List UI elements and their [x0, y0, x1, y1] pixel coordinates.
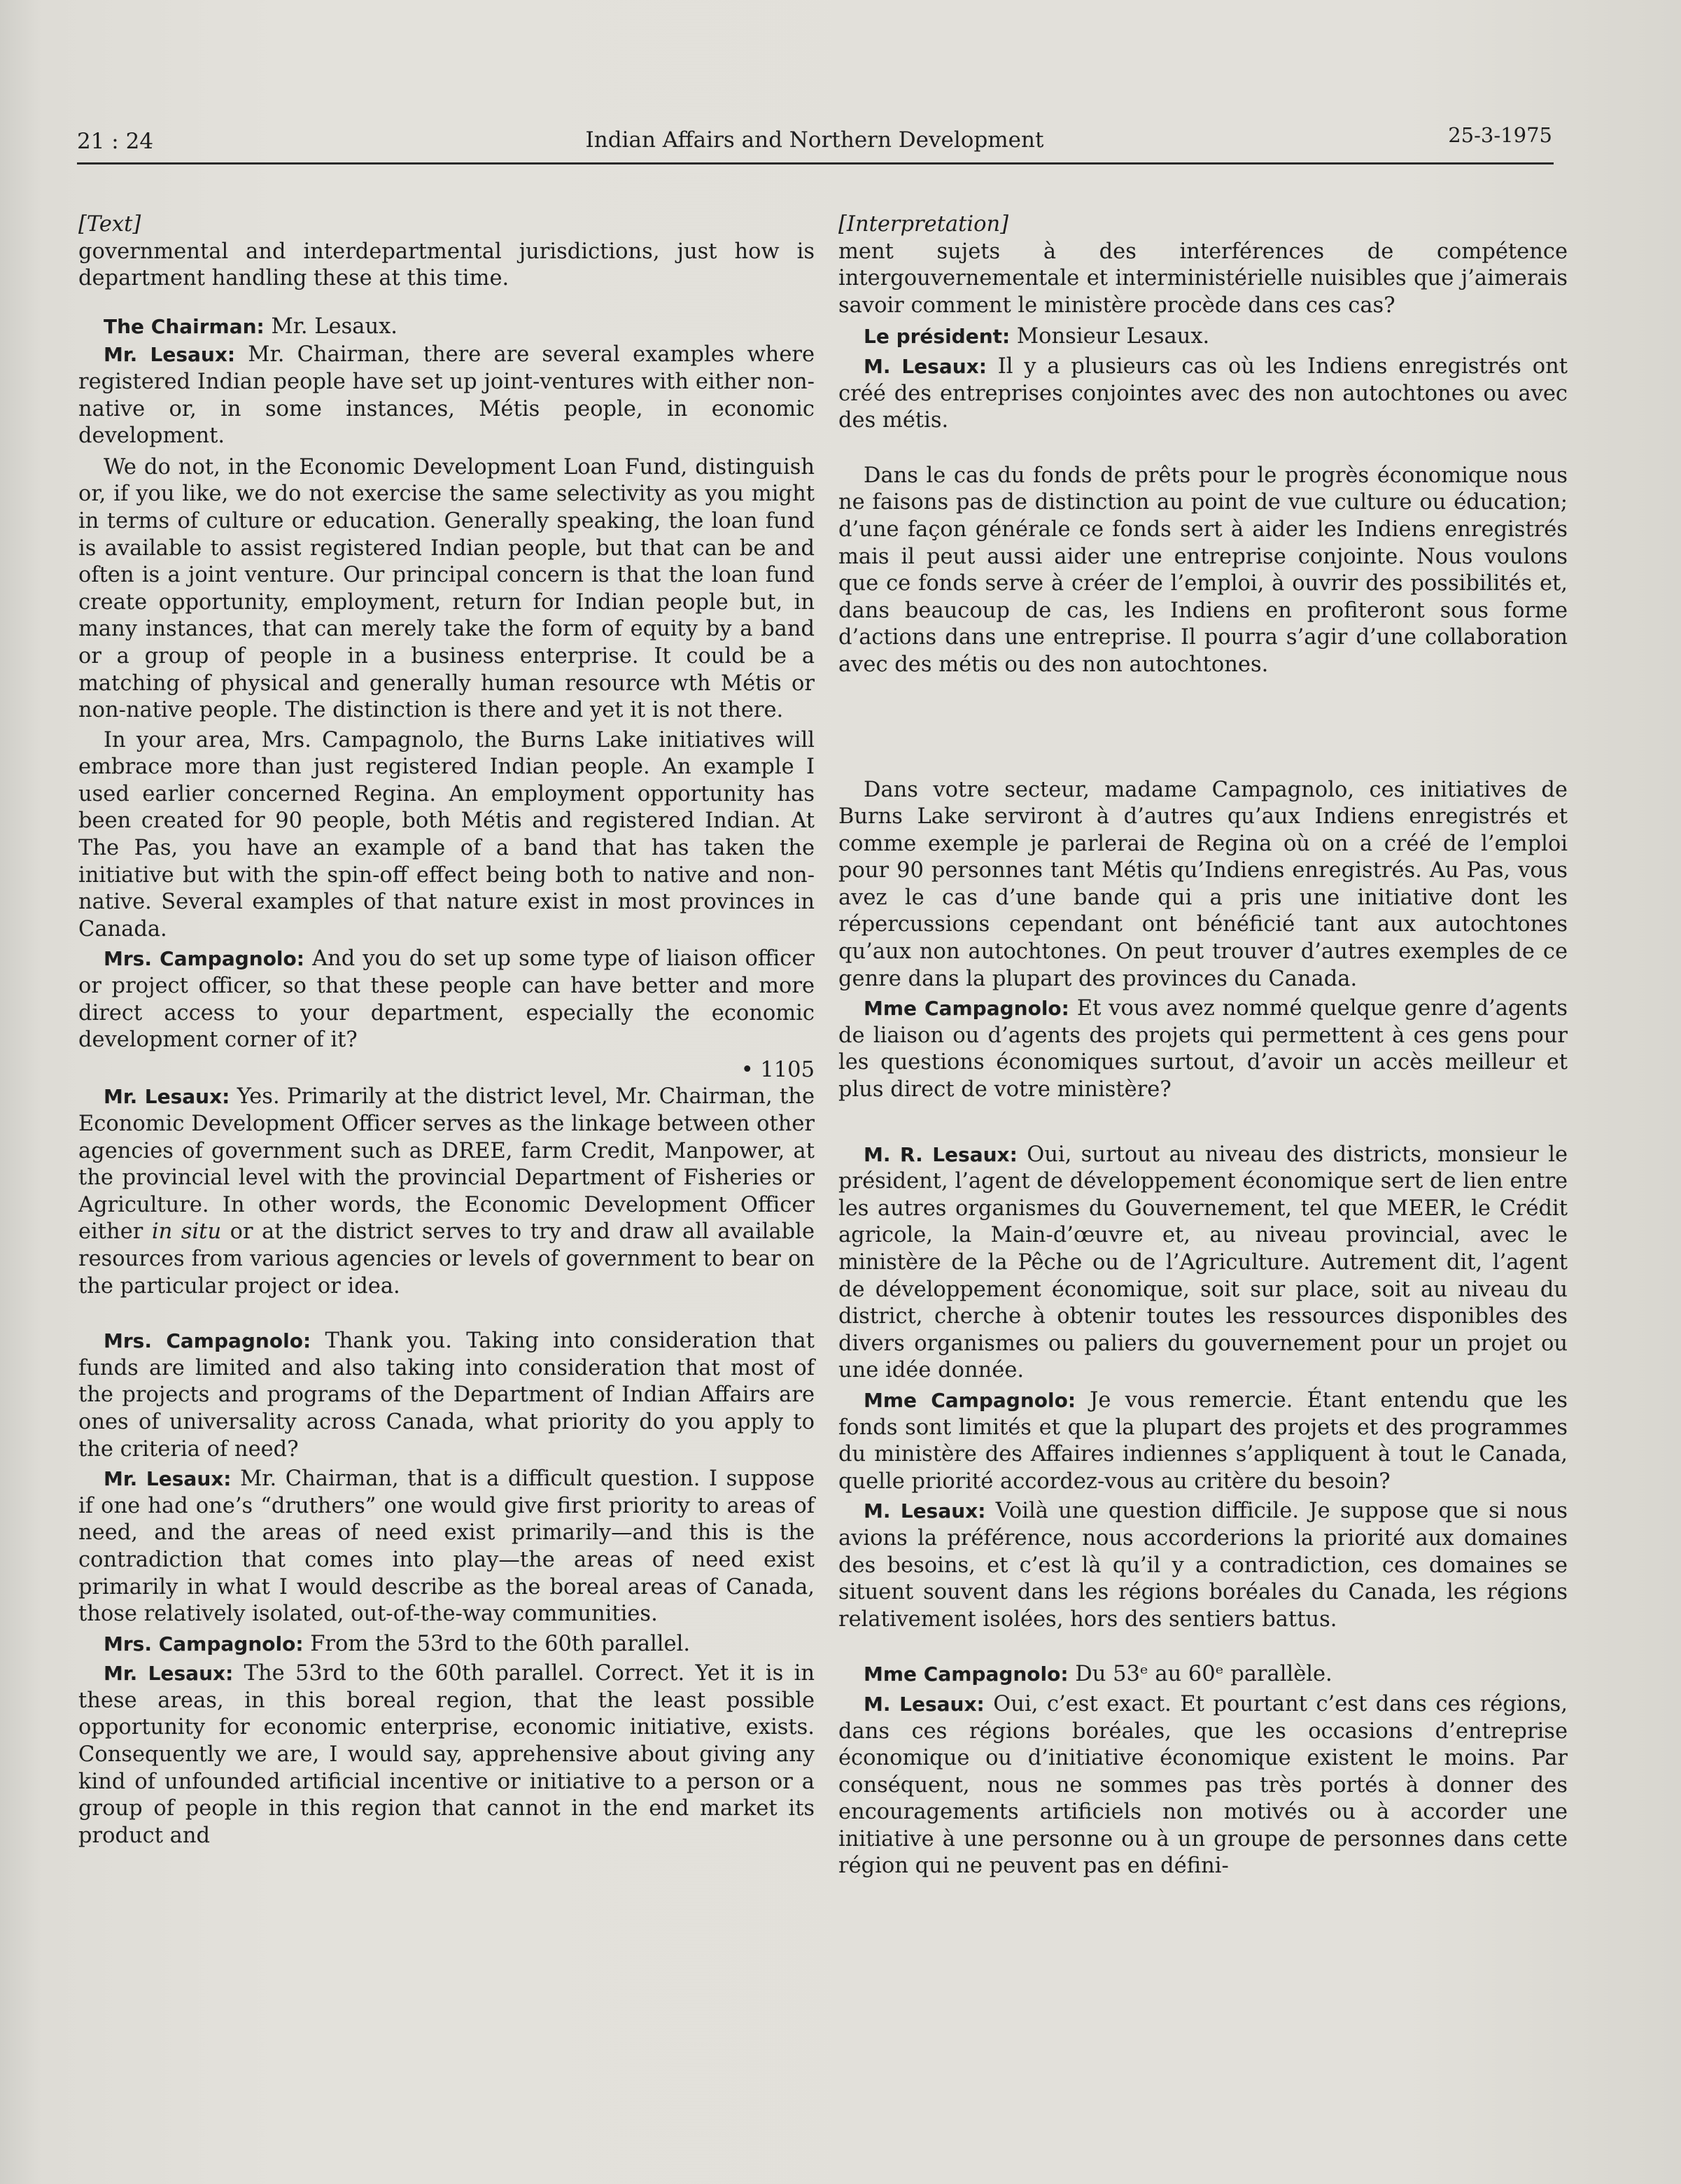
speech-text: Il y a plusieurs cas où les Indiens enregistrés ont créé des entreprises conjointes avec des non autochtones ou avec des métis.: [838, 354, 1568, 433]
header-date: 25-3-1975: [1448, 123, 1552, 147]
paragraph: [838, 323, 1568, 351]
english-column: [78, 211, 815, 1849]
paragraph: [78, 946, 815, 1054]
speaker-name: M. Lesaux:: [864, 354, 987, 378]
speaker-name: Mme Campagnolo:: [864, 1662, 1069, 1686]
page-number: 21 : 24: [77, 129, 154, 154]
speech-text: Monsieur Lesaux.: [1010, 324, 1210, 349]
column-label: [Text]: [78, 212, 141, 237]
paragraph: [78, 1631, 815, 1658]
paragraph: In your area, Mrs. Campagnolo, the Burns Lake initiatives will embrace more than just registered Indian people. An example I used earlier concerned Regina. An employment opportunity has been created for 90 people, both Métis and registered Indian. At The Pas, you have an example of a band that has taken the initiative but with the spin-off effect being both to native and non-native. Several examples of that nature exist in most provinces in Canada.: [78, 727, 815, 941]
speaker-name: Mrs. Campagnolo:: [104, 947, 304, 971]
italic-term: in situ: [151, 1219, 222, 1245]
page-header: [77, 123, 1552, 160]
speaker-name: Mr. Lesaux:: [104, 1085, 230, 1109]
paragraph: [78, 1660, 815, 1849]
speaker-name: M. Lesaux:: [864, 1499, 986, 1523]
paragraph: [78, 1084, 815, 1300]
speaker-name: M. Lesaux:: [864, 1692, 985, 1716]
speaker-name: M. R. Lesaux:: [864, 1142, 1018, 1166]
paragraph: Dans votre secteur, madame Campagnolo, ces initiatives de Burns Lake serviront à d’autres qu’aux Indiens enregistrés et comme exemple je parlerai de Regina où on a créé de l’emploi pour 90 personnes tant Métis qu’Indiens enregistrés. Au Pas, vous avez le cas d’une bande qui a pris une initiative dont les répercussions cependant ont bénéficié tant aux autochtones qu’aux non autochtones. On peut trouver d’autres exemples de ce genre dans la plupart des provinces du Canada.: [838, 777, 1568, 991]
speech-text: Mr. Lesaux.: [264, 314, 398, 339]
speech-text: Mr. Chairman, there are several examples where registered Indian people have set up joint-ventures with either non-native or, in some instances, Métis people, in economic development.: [78, 342, 815, 449]
paragraph: [838, 1387, 1568, 1495]
paragraph: [838, 1691, 1568, 1880]
speech-text: The 53rd to the 60th parallel. Correct. Yet it is in these areas, in this boreal region, that the least possible opportunity for economic enterprise, economic initiative, exists. Consequently we are, I would say, apprehensive about giving any kind of unfounded artificial incentive or initiative to a person or a group of people in this region that cannot in the end market its product and: [78, 1661, 815, 1848]
speaker-name: Mr. Lesaux:: [104, 1467, 232, 1491]
paragraph: [78, 1328, 815, 1463]
paragraph: governmental and interdepartmental jurisdictions, just how is department handling these at this time.: [78, 239, 815, 291]
publication-title: Indian Affairs and Northern Development: [585, 127, 1044, 153]
paragraph: [838, 1142, 1568, 1385]
paragraph: [838, 354, 1568, 435]
time-marker: • 1105: [740, 1057, 815, 1082]
speaker-name: The Chairman:: [104, 314, 265, 338]
paragraph: [78, 314, 815, 341]
french-column: [838, 211, 1568, 1880]
speech-text: Je vous remercie. Étant entendu que les fonds sont limités et que la plupart des projets et des programmes du ministère des Affaires indiennes s’appliquent à tout le Canada, quelle priorité accordez-vous au critère du besoin?: [838, 1387, 1568, 1494]
paragraph: [78, 342, 815, 449]
speaker-name: Mrs. Campagnolo:: [104, 1632, 304, 1656]
speech-text: Du 53ᵉ au 60ᵉ parallèle.: [1068, 1662, 1332, 1687]
speaker-name: Mr. Lesaux:: [104, 1662, 234, 1686]
speech-text: Et vous avez nommé quelque genre d’agents de liaison ou d’agents des projets qui permettent à ces gens pour les questions économiques surtout, d’avoir un accès meilleur et plus direct de votre ministère?: [838, 996, 1568, 1102]
paragraph: [838, 1661, 1568, 1688]
speech-text: From the 53rd to the 60th parallel.: [303, 1631, 691, 1656]
speech-text: or at the district serves to try and draw all available resources from various agencies or levels of government to bear on the particular project or idea.: [78, 1219, 815, 1298]
speech-text: Oui, c’est exact. Et pourtant c’est dans ces régions, dans ces régions boréales, que les occasions d’entreprise économique ou d’initiative économique existent le moins. Par conséquent, nous ne sommes pas très portés à donner des encouragements artificiels non motivés ou à accorder une initiative à une personne ou à un groupe de personnes dans cette région qui ne peuvent pas en défini-: [838, 1691, 1568, 1879]
header-rule: [77, 162, 1554, 164]
speaker-name: Mrs. Campagnolo:: [104, 1329, 311, 1353]
speech-text: Thank you. Taking into consideration that funds are limited and also taking into consideration that most of the projects and programs of the Department of Indian Affairs are ones of universality across Canada, what priority do you apply to the criteria of need?: [78, 1329, 815, 1462]
speaker-name: Mr. Lesaux:: [104, 343, 236, 367]
paragraph: [838, 1498, 1568, 1633]
speaker-name: Le président:: [864, 325, 1011, 349]
speech-text: Voilà une question difficile. Je suppose que si nous avions la préférence, nous accorderions la priorité aux domaines des besoins, et c’est là qu’il y a contradiction, ces domaines se situent souvent dans les régions boréales du Canada, les régions relativement isolées, hors des sentiers battus.: [838, 1499, 1568, 1632]
paragraph: ment sujets à des interférences de compétence intergouvernementale et interministérielle nuisibles que j’aimerais savoir comment le ministère procède dans ces cas?: [838, 239, 1568, 318]
speech-text: And you do set up some type of liaison officer or project officer, so that these people can have better and more direct access to your department, especially the economic development corner of it?: [78, 946, 815, 1053]
speaker-name: Mme Campagnolo:: [864, 1388, 1076, 1412]
speech-text: Oui, surtout au niveau des districts, monsieur le président, l’agent de développement économique sert de lien entre les autres organismes du Gouvernement, tel que MEER, le Crédit agricole, la Main-d’œuvre et, au niveau provincial, avec le ministère de la Pêche ou de l’Agriculture. Autrement dit, l’agent de développement économique, soit sur place, soit au niveau du district, cherche à obtenir toutes les ressources disponibles des divers organismes ou paliers du gouvernement pour un projet ou une idée donnée.: [838, 1142, 1568, 1383]
paragraph: [78, 1466, 815, 1628]
speech-text: Yes. Primarily at the district level, Mr. Chairman, the Economic Development Officer serves as the linkage between other agencies of government such as DREE, farm Credit, Manpower, at the provincial level with the provincial Department of Fisheries or Agriculture. In other words, the Economic Development Officer either: [78, 1084, 815, 1245]
speech-text: Mr. Chairman, that is a difficult question. I suppose if one had one’s “druthers” one would give first priority to areas of need, and the areas of need exist primarily—and this is the contradiction that comes into play—the areas of need exist primarily in what I would describe as the boreal areas of Canada, those relatively isolated, out-of-the-way communities.: [78, 1466, 815, 1627]
paragraph: We do not, in the Economic Development Loan Fund, distinguish or, if you like, we do not exercise the same selectivity as you might in terms of culture or education. Generally speaking, the loan fund is available to assist registered Indian people, but that can be and often is a joint venture. Our principal concern is that the loan fund create opportunity, employment, return for Indian people but, in many instances, that can merely take the form of equity by a band or a group of people in a business enterprise. It could be a matching of physical and generally human resource wth Métis or non-native people. The distinction is there and yet it is not there.: [78, 454, 815, 723]
paragraph: [838, 995, 1568, 1103]
column-label: [Interpretation]: [838, 212, 1008, 237]
paragraph: Dans le cas du fonds de prêts pour le progrès économique nous ne faisons pas de distinction au point de vue culture ou éducation; d’une façon générale ce fonds sert à aider les Indiens enregistrés mais il peut aussi aider une entreprise conjointe. Nous voulons que ce fonds serve à créer de l’emploi, à ouvrir des possibilités et, dans beaucoup de cas, les Indiens en profiteront sous forme d’actions dans une entreprise. Il pourra s’agir d’une collaboration avec des métis ou des non autochtones.: [838, 463, 1568, 677]
speaker-name: Mme Campagnolo:: [864, 997, 1069, 1021]
